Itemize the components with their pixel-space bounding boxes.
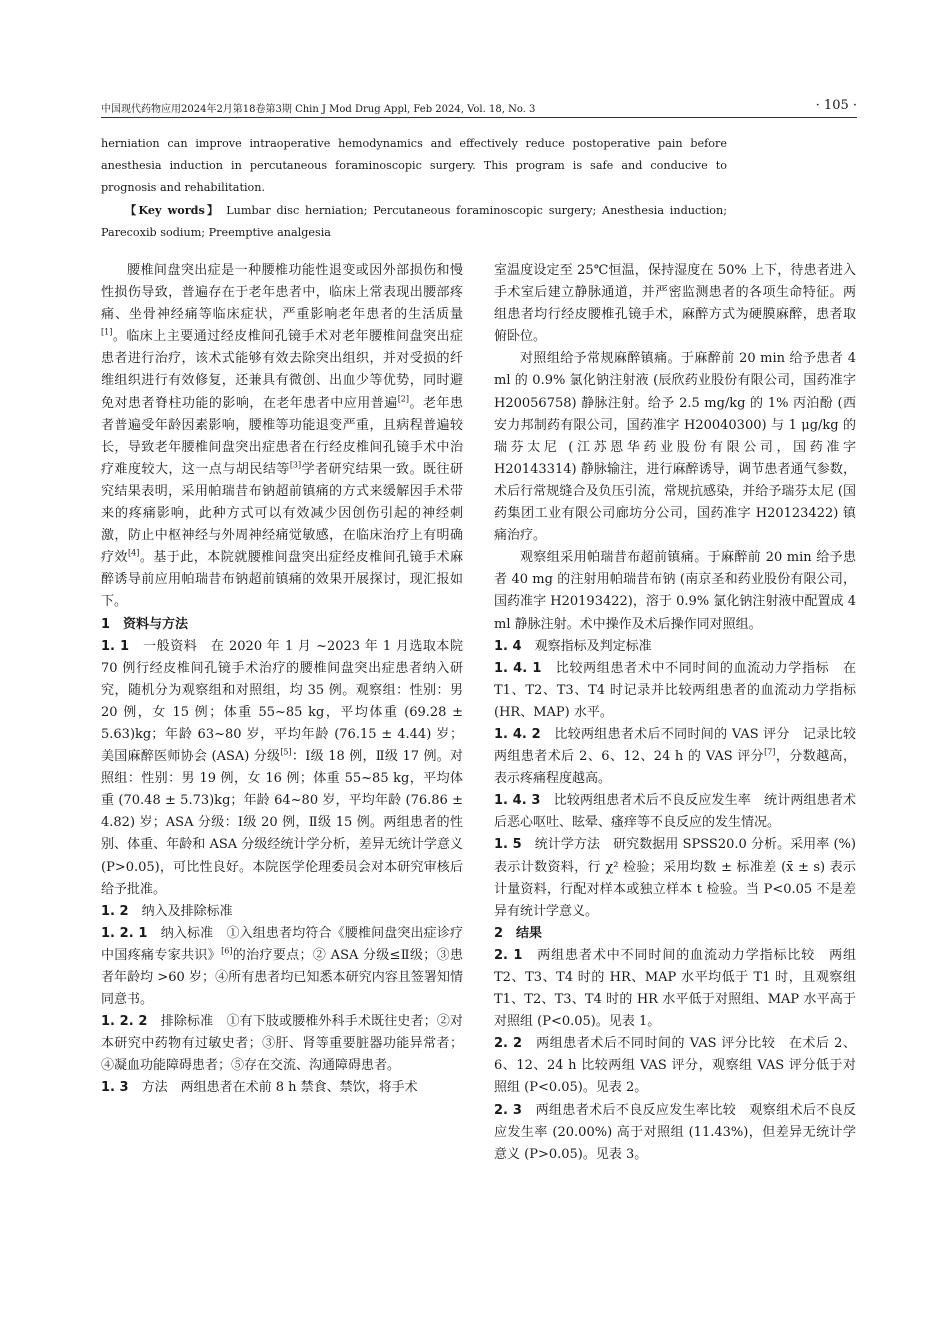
- section-1-4-2: [494, 724, 856, 790]
- section-number: 1. 3: [101, 1080, 129, 1096]
- section-text: 两组患者术后不良反应发生率比较 观察组术后不良反应发生率 (20.00%) 高于对照组 (11.43%)，但差异无统计学意义 (P>0.05)。见表 3。: [494, 1102, 856, 1162]
- section-2-3: [494, 1100, 856, 1166]
- citation-ref: [1]: [101, 327, 113, 337]
- section-2-2: [494, 1033, 856, 1099]
- section-1-5: [494, 834, 856, 922]
- right-column: [494, 260, 856, 1166]
- section-text: 比较两组患者术后不良反应发生率 统计两组患者术后恶心呕吐、眩晕、瘙痒等不良反应的发生情况。: [494, 793, 856, 831]
- section-1-3: [101, 1077, 463, 1099]
- citation-ref: [5]: [280, 747, 292, 757]
- running-header: [101, 96, 857, 118]
- section-2-1: [494, 945, 856, 1033]
- english-abstract: [101, 133, 727, 244]
- section-number: 1. 4. 3: [494, 793, 541, 809]
- section-number: 1. 4. 1: [494, 660, 542, 676]
- section-title: 方法: [141, 1080, 168, 1096]
- intro-text: 。临床上主要通过经皮椎间孔镜手术对老年腰椎间盘突出症患者进行治疗，该术式能够有效去除突出组织，并对受损的纤维组织进行有效修复，还兼具有微创、出血少等优势，同时避免对患者脊柱功能的影响，在老年患者中应用普遍: [101, 329, 463, 411]
- section-text: 两组患者在术前 8 h 禁食、禁饮，将手术: [180, 1080, 418, 1096]
- keywords-text: Lumbar disc herniation; Percutaneous foraminoscopic surgery; Anesthesia induction; Parecoxib sodium; Preemptive analgesia: [101, 204, 727, 239]
- section-number: 2. 1: [494, 947, 523, 963]
- section-text: 研究数据用 SPSS20.0 分析。采用率 (%) 表示计数资料，行 χ² 检验；采用均数 ± 标准差 (x̄ ± s) 表示计量资料，行配对样本或独立样本 t 检验。当 P<0.05 不是差异有统计学意义。: [494, 837, 856, 919]
- section-number: 1. 1: [101, 638, 130, 654]
- left-column: [101, 260, 463, 1100]
- section-text: ，分数越高，表示疼痛程度越高。: [494, 749, 856, 787]
- section-1-4-1: [494, 658, 856, 724]
- header-rule: [101, 117, 857, 118]
- section-title: 观察指标及判定标准: [534, 638, 652, 654]
- section-title: 纳入及排除标准: [141, 903, 233, 919]
- page-number: · 105 ·: [815, 98, 857, 113]
- section-text: 两组患者术后不同时间的 VAS 评分比较 在术后 2、6、12、24 h 比较两组 VAS 评分，观察组 VAS 评分低于对照组 (P<0.05)。见表 2。: [494, 1036, 856, 1096]
- section-number: 1. 2. 1: [101, 925, 148, 941]
- section-text: ①有下肢或腰椎外科手术既往史者；②对本研究中药物有过敏史者；③肝、肾等重要脏器功能异常者；④凝血功能障碍患者；⑤存在交流、沟通障碍患者。: [101, 1014, 463, 1074]
- citation-ref: [2]: [397, 394, 410, 404]
- section-1-4: [494, 636, 856, 658]
- intro-paragraph: [101, 260, 463, 614]
- section-1-2-1: [101, 923, 463, 1011]
- intro-text: 腰椎间盘突出症是一种腰椎功能性退变或因外部损伤和慢性损伤导致，普遍存在于老年患者中，临床上常表现出腰部疼痛、坐骨神经痛等临床症状，严重影响老年患者的生活质量: [101, 263, 463, 323]
- section-number: 1. 2: [101, 903, 129, 919]
- section-heading-2: 2 结果: [494, 925, 543, 941]
- section-number: 2. 2: [494, 1036, 523, 1052]
- section-1-2-2: [101, 1011, 463, 1077]
- section-text: 在 2020 年 1 月 ~2023 年 1 月选取本院 70 例行经皮椎间孔镜手术治疗的腰椎间盘突出症患者纳入研究，随机分为观察组和对照组，均 35 例。观察组：性别：男 20 例，女 15 例；体重 55~85 kg，平均体重 (69.28 ± 5.63)kg；年龄 63~80 岁，平均年龄 (76.15 ± 4.44) 岁；美国麻醉医师协会 (ASA) 分级: [101, 638, 463, 765]
- intro-text: 。老年患者普遍受年龄因素影响，腰椎等功能退变严重，且病程普遍较长，导致老年腰椎间盘突出症患者在行经皮椎间孔镜手术中治疗难度较大，这一点与胡民结等: [101, 395, 463, 477]
- citation-ref: [7]: [764, 747, 776, 757]
- section-text: ：Ⅰ级 18 例，Ⅱ级 17 例。对照组：性别：男 19 例，女 16 例；体重 55~85 kg，平均体重 (70.48 ± 5.73)kg；年龄 64~80 岁，平均年龄 (76.86 ± 4.82) 岁；ASA 分级：Ⅰ级 20 例，Ⅱ级 15 例。两组患者的性别、体重、年龄和 ASA 分级经统计学分析，差异无统计学意义 (P>0.05)，可比性良好。本院医学伦理委员会对本研究审核后给予批准。: [101, 749, 463, 897]
- keywords: [101, 199, 727, 244]
- observation-group-paragraph: 观察组采用帕瑞昔布超前镇痛。于麻醉前 20 min 给予患者 40 mg 的注射用帕瑞昔布钠 (南京圣和药业股份有限公司，国药准字 H20193422)，溶于 0.9% 氯化钠注射液中配置成 4 ml 静脉注射。术中操作及术后操作同对照组。: [494, 550, 856, 632]
- citation-ref: [6]: [221, 946, 233, 956]
- section-text: 两组患者术中不同时间的血流动力学指标比较 两组 T2、T3、T4 时的 HR、MAP 水平均低于 T1 时，且观察组 T1、T2、T3、T4 时的 HR 水平低于对照组、MAP 水平高于对照组 (P<0.05)。见表 1。: [494, 947, 856, 1030]
- section-number: 1. 4: [494, 638, 522, 654]
- section-title: 统计学方法: [534, 837, 601, 853]
- section-1-1: [101, 636, 463, 901]
- section-text: 比较两组患者术后不同时间的 VAS 评分 记录比较两组患者术后 2、6、12、24 h 的 VAS 评分: [494, 726, 856, 765]
- section-text: 的治疗要点；② ASA 分级≤Ⅱ级；③患者年龄均 >60 岁；④所有患者均已知悉本研究内容且签署知情同意书。: [101, 947, 463, 1008]
- citation-ref: [4]: [127, 548, 140, 558]
- abstract-text: herniation can improve intraoperative hemodynamics and effectively reduce postoperative pain before anesthesia induction in percutaneous foraminoscopic surgery. This program is safe and conducive to prognosis and rehabilitation.: [101, 137, 727, 194]
- section-title: 纳入标准: [160, 925, 214, 941]
- keywords-label: 【Key words】: [125, 203, 221, 217]
- citation-ref: [3]: [289, 460, 302, 470]
- section-text: ①入组患者均符合《腰椎间盘突出症诊疗中国疼痛专家共识》: [101, 925, 463, 963]
- intro-text: 学者研究结果一致。既往研究结果表明，采用帕瑞昔布钠超前镇痛的方式来缓解因手术带来的疼痛影响，此种方式可以有效减少因创伤引起的神经刺激，防止中枢神经与外周神经痛觉敏感，在临床治疗上有明确疗效: [101, 461, 463, 566]
- section-number: 1. 4. 2: [494, 726, 541, 742]
- section-1-2: [101, 901, 463, 923]
- journal-citation: 中国现代药物应用2024年2月第18卷第3期 Chin J Mod Drug Appl, Feb 2024, Vol. 18, No. 3: [101, 104, 536, 115]
- control-group-paragraph: 对照组给予常规麻醉镇痛。于麻醉前 20 min 给予患者 4 ml 的 0.9% 氯化钠注射液 (辰欣药业股份有限公司，国药准字 H20056758) 静脉注射。给予 2.5 mg/kg 的 1% 丙泊酚 (西安力邦制药有限公司，国药准字 H20040300) 与 1 μg/kg 的瑞芬太尼 (江苏恩华药业股份有限公司，国药准字 H20143314) 静脉输注，进行麻醉诱导，调节患者通气参数，术后行常规缝合及负压引流，常规抗感染，并给予瑞芬太尼 (国药集团工业有限公司廊坊分公司，国药准字 H20123422) 镇痛治疗。: [494, 351, 856, 544]
- section-text: 比较两组患者术中不同时间的血流动力学指标 在 T1、T2、T3、T4 时记录并比较两组患者的血流动力学指标 (HR、MAP) 水平。: [494, 660, 856, 720]
- section-heading-1: 1 资料与方法: [101, 616, 189, 632]
- section-title: 一般资料: [143, 638, 198, 654]
- section-1-4-3: [494, 790, 856, 834]
- section-number: 1. 5: [494, 837, 522, 853]
- section-1-3-cont: 室温度设定至 25℃恒温，保持湿度在 50% 上下，待患者进入手术室后建立静脉通道，并严密监测患者的各项生命特征。两组患者均行经皮腰椎孔镜手术，麻醉方式为硬膜麻醉，患者取俯卧位。: [494, 263, 856, 345]
- section-title: 排除标准: [160, 1014, 214, 1030]
- intro-text: 。基于此，本院就腰椎间盘突出症经皮椎间孔镜手术麻醉诱导前应用帕瑞昔布钠超前镇痛的效果开展探讨，现汇报如下。: [101, 550, 463, 610]
- section-number: 2. 3: [494, 1102, 522, 1118]
- section-number: 1. 2. 2: [101, 1014, 148, 1030]
